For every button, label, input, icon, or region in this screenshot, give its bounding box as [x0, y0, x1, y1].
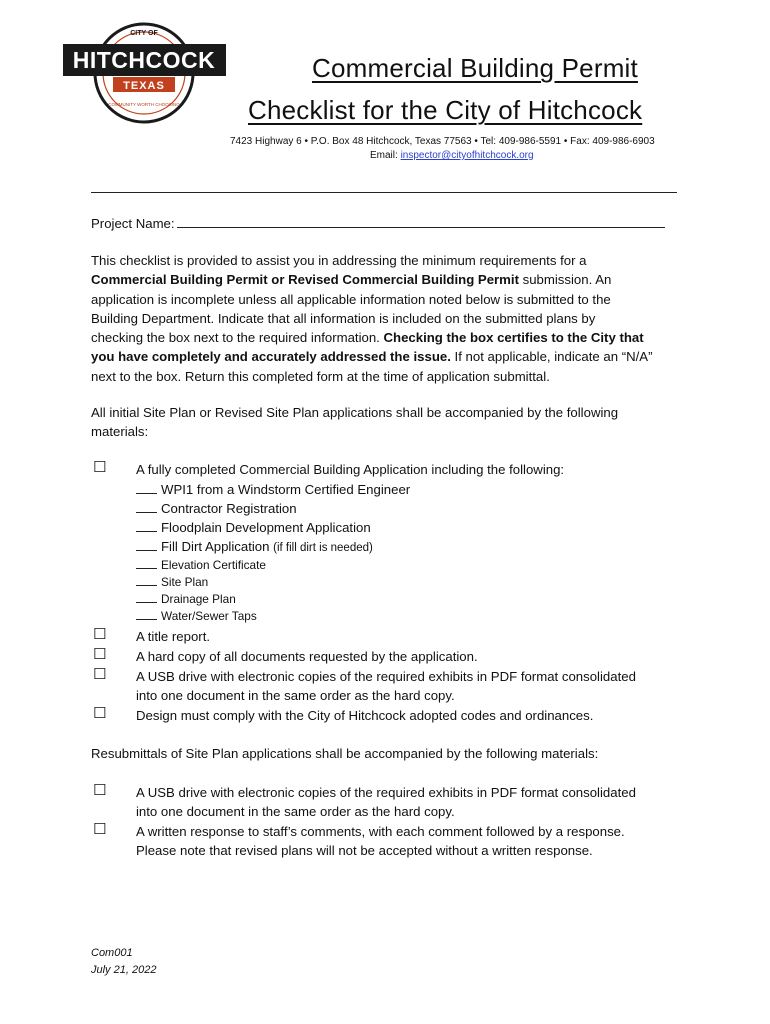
sub-item	[136, 482, 410, 497]
intro-line: Building Department. Indicate that all information is included on the submitted plans by	[91, 310, 596, 326]
project-name-label: Project Name:	[91, 216, 175, 231]
blank-line[interactable]	[136, 482, 157, 494]
sub-item-label: Site Plan	[161, 575, 209, 589]
page-title-line1: Commercial Building Permit	[312, 53, 638, 83]
sub-item-label: Contractor Registration	[161, 501, 297, 516]
blank-line[interactable]	[136, 557, 157, 569]
intro-line	[91, 270, 691, 289]
section1-intro	[91, 403, 691, 442]
intro-line: This checklist is provided to assist you in addressing the minimum requirements for a	[91, 253, 587, 268]
email-label: Email:	[370, 150, 401, 161]
contact-line: 7423 Highway 6 • P.O. Box 48 Hitchcock, Texas 77563 • Tel: 409-986-5591 • Fax: 409-986-6903	[230, 136, 655, 147]
sub-item	[136, 608, 257, 623]
logo-city-of: CITY OF	[130, 30, 158, 37]
sub-item-label: Fill Dirt Application	[161, 539, 270, 554]
checklist-item: A USB drive with electronic copies of the required exhibits in PDF format consolidated	[136, 669, 636, 684]
sub-item	[136, 520, 371, 535]
checkbox[interactable]: ☐	[93, 646, 107, 663]
checkbox[interactable]: ☐	[93, 666, 107, 683]
checklist-item: A hard copy of all documents requested by the application.	[136, 649, 478, 664]
section2-intro: Resubmittals of Site Plan applications shall be accompanied by the following materials:	[91, 746, 599, 761]
checklist-item-cont: Please note that revised plans will not be accepted without a written response.	[136, 843, 593, 858]
checklist-item: A title report.	[136, 629, 211, 644]
sub-item	[136, 574, 208, 589]
intro-bold: you have completely and accurately addressed the issue.	[91, 349, 451, 365]
page-title-line2: Checklist for the City of Hitchcock	[248, 95, 643, 125]
sub-item	[136, 501, 297, 516]
intro-line: next to the box. Return this completed form at the time of application submittal.	[91, 368, 550, 384]
intro-bold: Checking the box certifies to the City that	[383, 330, 644, 346]
checklist-item: Design must comply with the City of Hitchcock adopted codes and ordinances.	[136, 708, 594, 723]
sub-item	[136, 557, 266, 572]
divider	[91, 192, 677, 193]
section1-intro-line: All initial Site Plan or Revised Site Plan applications shall be accompanied by the following	[91, 405, 619, 420]
sub-item-note: (if fill dirt is needed)	[273, 542, 373, 554]
checklist-item-cont: into one document in the same order as the hard copy.	[136, 688, 455, 703]
sub-item	[136, 591, 236, 606]
form-date: July 21, 2022	[91, 964, 157, 976]
intro-text: submission. An	[518, 272, 612, 288]
logo-tagline: COMMUNITY WORTH CHOOSING	[108, 102, 180, 107]
intro-paragraph	[91, 251, 691, 386]
blank-line[interactable]	[136, 574, 157, 586]
email-link[interactable]: inspector@cityofhitchcock.org	[400, 150, 534, 161]
intro-line: application is incomplete unless all applicable information noted below is submitted to the	[91, 291, 611, 307]
sub-item-label: Drainage Plan	[161, 592, 236, 606]
sub-item-label: WPI1 from a Windstorm Certified Engineer	[161, 482, 411, 497]
logo-city-name: HITCHCOCK	[72, 47, 216, 73]
sub-item	[136, 539, 373, 554]
checklist-item: A USB drive with electronic copies of the required exhibits in PDF format consolidated	[136, 785, 636, 800]
project-name-row	[91, 213, 665, 233]
intro-text: checking the box next to the required information.	[91, 330, 384, 346]
checklist-item: A written response to staff’s comments, with each comment followed by a response.	[136, 824, 625, 839]
checklist-item: A fully completed Commercial Building Application including the following:	[136, 462, 565, 477]
project-name-field[interactable]	[177, 213, 665, 228]
checkbox[interactable]: ☐	[93, 821, 107, 838]
blank-line[interactable]	[136, 520, 157, 532]
email-line	[370, 150, 534, 161]
city-logo	[63, 20, 226, 126]
sub-item-label: Water/Sewer Taps	[161, 609, 257, 623]
blank-line[interactable]	[136, 591, 157, 603]
intro-line	[91, 347, 691, 366]
intro-line	[91, 328, 691, 347]
blank-line[interactable]	[136, 539, 157, 551]
form-code: Com001	[91, 947, 133, 959]
sub-item-label: Floodplain Development Application	[161, 520, 371, 535]
checklist-item-cont: into one document in the same order as the hard copy.	[136, 804, 455, 819]
logo-state: TEXAS	[123, 80, 165, 92]
intro-text: If not applicable, indicate an “N/A”	[450, 349, 653, 365]
blank-line[interactable]	[136, 608, 157, 620]
checkbox[interactable]: ☐	[93, 782, 107, 799]
section1-intro-line: materials:	[91, 424, 149, 440]
blank-line[interactable]	[136, 501, 157, 513]
intro-bold: Commercial Building Permit or Revised Commercial Building Permit	[91, 272, 519, 288]
checkbox[interactable]: ☐	[93, 459, 107, 476]
checkbox[interactable]: ☐	[93, 626, 107, 643]
sub-item-label: Elevation Certificate	[161, 558, 266, 572]
checkbox[interactable]: ☐	[93, 705, 107, 722]
